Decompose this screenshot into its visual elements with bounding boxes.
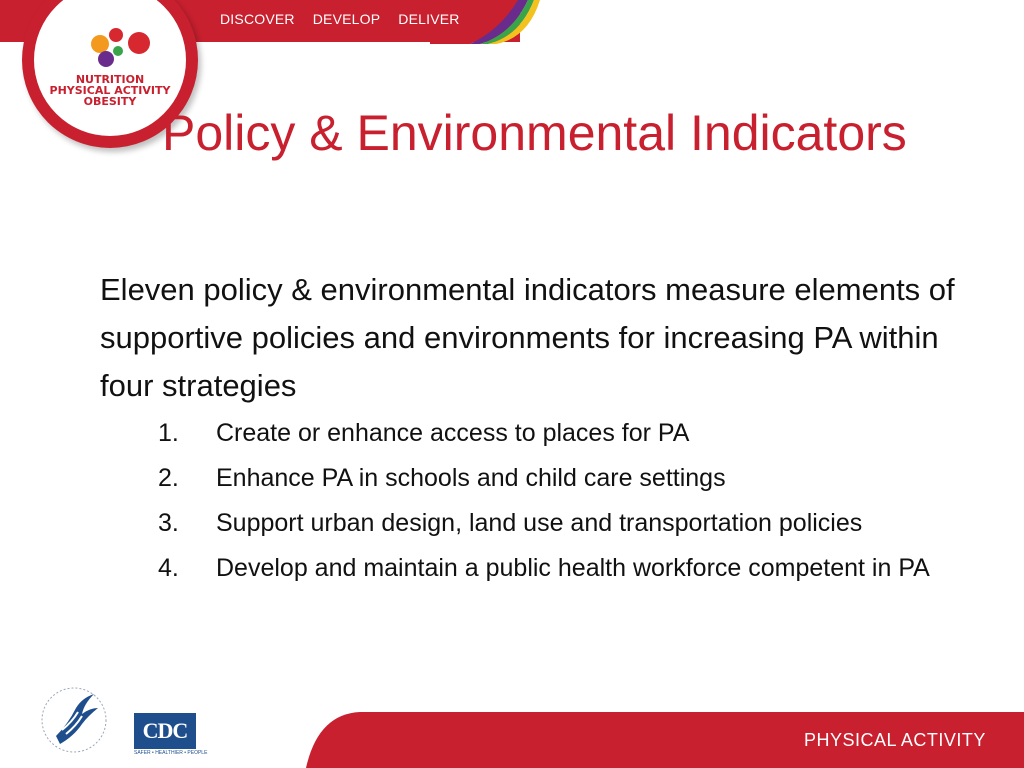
cdc-logo-box: CDC (134, 713, 196, 749)
list-item (158, 415, 938, 451)
list-item (158, 505, 938, 541)
tagline (220, 11, 460, 33)
list-text: Create or enhance access to places for PA (216, 419, 690, 447)
cdc-tagline: SAFER • HEALTHIER • PEOPLE (134, 750, 208, 756)
list-number: 1. (158, 419, 179, 447)
logo-dots-icon (86, 26, 156, 70)
list-number: 3. (158, 509, 179, 537)
intro-text: Eleven policy & environmental indicators measure elements of supportive policies and environments for increasing PA within four strategies (100, 272, 955, 403)
tagline-discover: DISCOVER (220, 11, 295, 27)
list-text: Enhance PA in schools and child care settings (216, 464, 726, 492)
slide-title: Policy & Environmental Indicators (162, 105, 907, 161)
list-item (158, 550, 938, 586)
list-text: Support urban design, land use and transportation policies (216, 509, 863, 537)
hhs-eagle-seal-icon (38, 684, 110, 756)
logo-line-physical-activity: PHYSICAL ACTIVITY (49, 84, 171, 97)
list-item (158, 460, 938, 496)
tagline-develop: DEVELOP (312, 11, 381, 27)
list-text: Develop and maintain a public health workforce competent in PA (216, 554, 930, 582)
logo-line-nutrition: NUTRITION (75, 73, 145, 86)
list-number: 4. (158, 554, 179, 582)
list-number: 2. (158, 464, 179, 492)
footer-label: PHYSICAL ACTIVITY (804, 730, 986, 750)
strategy-list (158, 415, 938, 595)
cdc-logo (134, 713, 208, 757)
tagline-deliver: DELIVER (398, 11, 460, 27)
logo-line-obesity: OBESITY (83, 95, 137, 108)
